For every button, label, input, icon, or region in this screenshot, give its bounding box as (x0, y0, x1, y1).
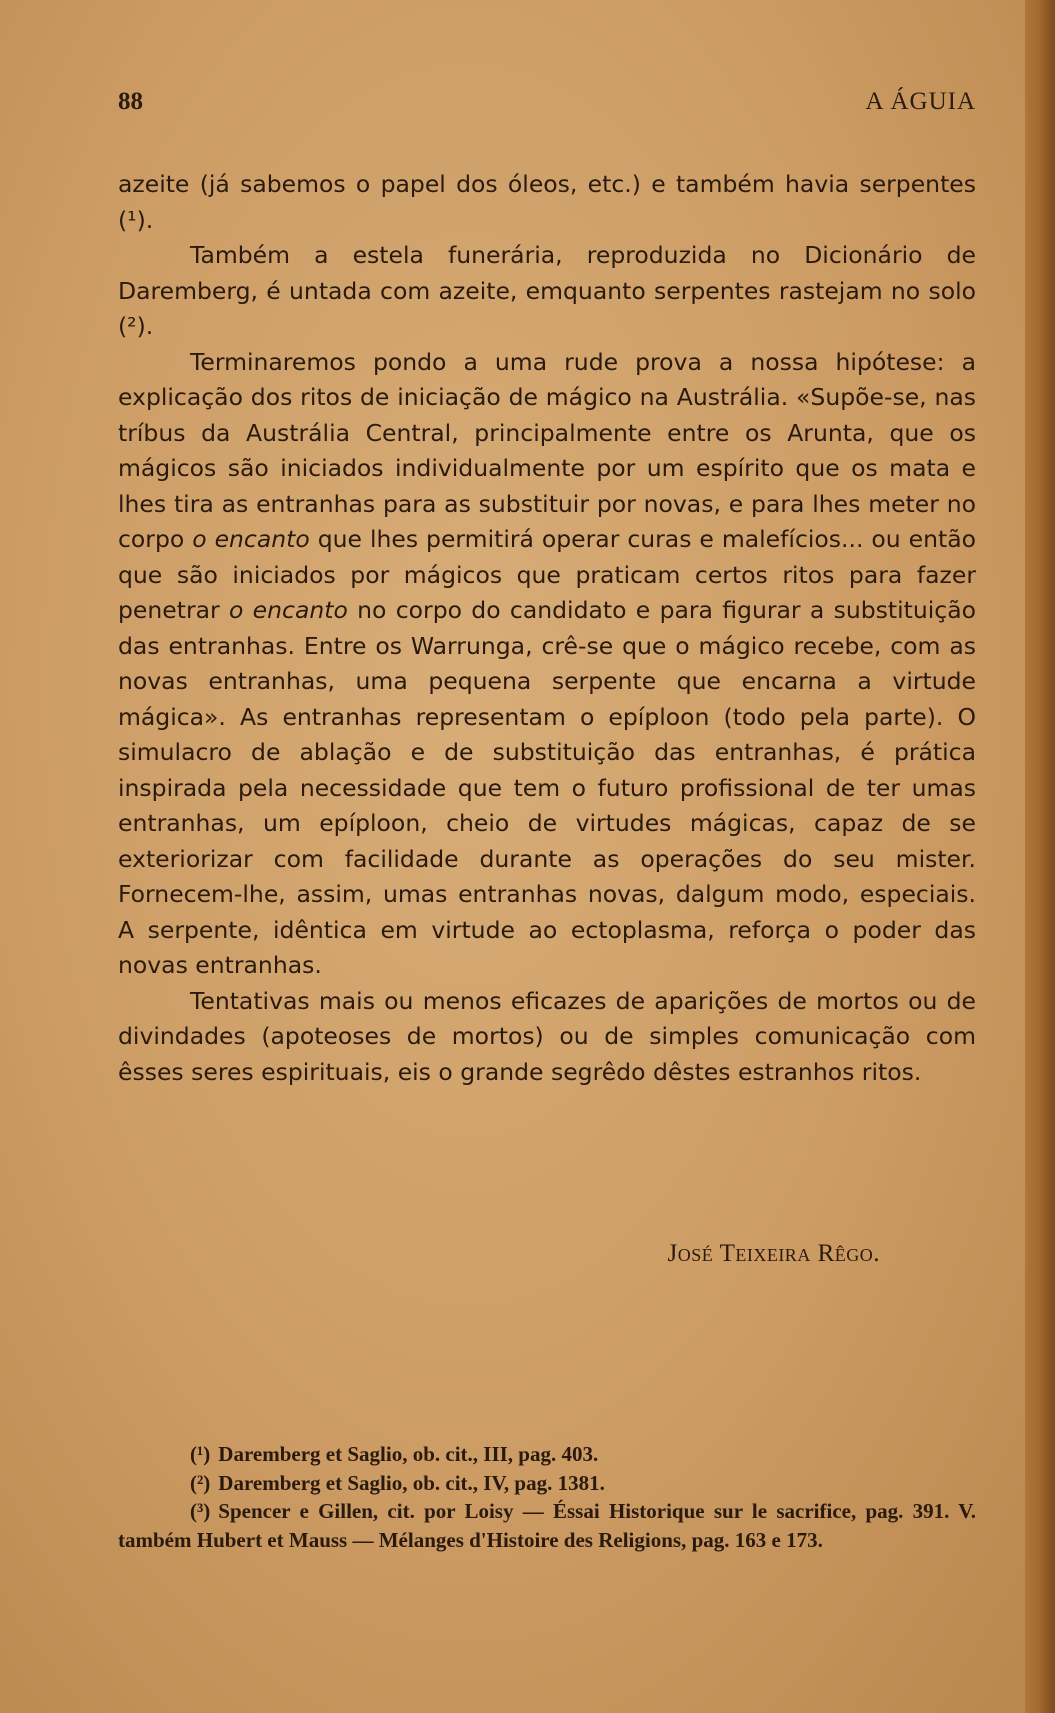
footnote-marker: (²) (190, 1470, 211, 1495)
footnotes (118, 1440, 976, 1554)
footnote-marker: (¹) (190, 1442, 211, 1466)
footnote-text: Spencer e Gillen, cit. por Loisy — Éssai Historique sur le sacrifice, pag. 391. V. também Hubert et Mauss — Mélanges d'Histoire des Religions, pag. 163 e 173. (118, 1499, 976, 1552)
paragraph-3-part-a: Terminaremos pondo a uma rude prova a nossa hipótese: a explicação dos ritos de iniciação de mágico na Austrália. «Supõe-se, nas tríbus da Austrália Central, principalmente entre os Arunta, que os mágicos são iniciados individualmente por um espírito que os mata e lhes tira as entranhas para as substituir por novas, e para lhes meter no corpo (118, 347, 976, 553)
footnote-text: Daremberg et Saglio, ob. cit., IV, pag. 1381. (218, 1470, 605, 1495)
body-text (118, 167, 976, 1090)
footnote-2 (118, 1469, 976, 1498)
author-signature: José Teixeira Rêgo. (667, 1240, 880, 1267)
emphasis-encanto-1: o encanto (192, 525, 310, 553)
emphasis-encanto-2: o encanto (228, 596, 348, 624)
paragraph-2: Também a estela funerária, reproduzida no Dicionário de Daremberg, é untada com azeite, emquanto serpentes rastejam no solo (²). (118, 241, 976, 340)
footnote-text: Daremberg et Saglio, ob. cit., III, pag. 403. (218, 1442, 599, 1466)
paragraph-3 (118, 345, 976, 984)
paragraph-1: azeite (já sabemos o papel dos óleos, etc.) e também havia serpentes (¹). (118, 170, 976, 234)
footnote-3 (118, 1497, 976, 1554)
paragraph-3-part-b: que lhes permitirá operar curas e malefícios... ou então que são iniciados por mágicos que praticam certos ritos para fazer penetrar (118, 525, 976, 624)
paragraph-3-part-c: no corpo do candidato e para figurar a substituição das entranhas. Entre os Warrunga, crê-se que o mágico recebe, com as novas entranhas, uma pequena serpente que encarna a virtude mágica». As entranhas representam o epíploon (todo pela parte). O simulacro de ablação e de substituição das entranhas, é prática inspirada pela necessidade que tem o futuro profissional de ter umas entranhas, um epíploon, cheio de virtudes mágicas, capaz de se exteriorizar com facilidade durante as operações do seu mister. Fornecem-lhe, assim, umas entranhas novas, dalgum modo, especiais. A serpente, idêntica em virtude ao ectoplasma, reforça o poder das novas entranhas. (118, 596, 976, 979)
running-title: A ÁGUIA (865, 88, 976, 115)
paragraph-4: Tentativas mais ou menos eficazes de aparições de mortos ou de divindades (apoteoses de mortos) ou de simples comunicação com êsses seres espirituais, eis o grande segrêdo dêstes estranhos ritos. (118, 986, 976, 1086)
page-edge-binding (1025, 0, 1055, 1713)
footnote-1 (118, 1440, 976, 1469)
page-header (118, 88, 976, 122)
page-number: 88 (118, 88, 143, 115)
footnote-marker: (³) (190, 1499, 211, 1523)
